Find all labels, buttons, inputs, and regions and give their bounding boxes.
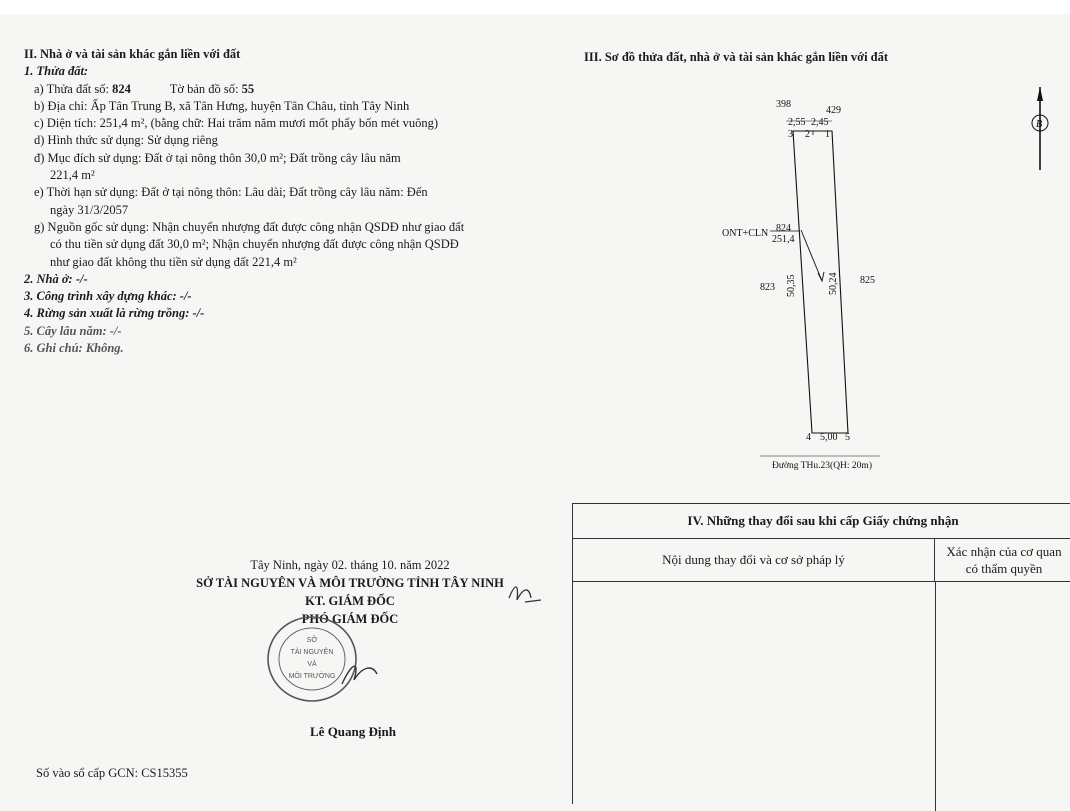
column-authority-line-2: có thẩm quyền <box>965 561 1043 576</box>
edge-top-left: 2,55 <box>788 117 806 128</box>
stamp-line-2: TÀI NGUYÊN <box>290 649 334 656</box>
origin-line-2: có thu tiền sử dụng đất 30,0 m²; Nhận chuyển nhượng đất được công nhận QSDĐ <box>50 237 459 252</box>
parcel-number: 824 <box>776 223 791 234</box>
neighbor-825: 825 <box>860 275 875 286</box>
edge-bottom-length: 5,00 <box>820 432 838 443</box>
gcn-number: Số vào sổ cấp GCN: CS15355 <box>36 766 188 780</box>
stamp-line-4: MÔI TRƯỜNG <box>288 673 336 680</box>
usage-purpose-line: đ) Mục đích sử dụng: Đất ở tại nông thôn 30,0 m²; Đất trồng cây lâu năm <box>34 150 401 165</box>
initials-mark <box>505 578 545 608</box>
column-authority-line-1: Xác nhận của cơ quan <box>946 544 1062 559</box>
parcel-number-label: a) Thửa đất số: <box>34 81 109 96</box>
address-line: b) Địa chỉ: Ấp Tân Trung B, xã Tân Hưng, huyện Tân Châu, tỉnh Tây Ninh <box>34 98 410 113</box>
signer-role: PHÓ GIÁM ĐỐC <box>301 612 399 626</box>
edge-left-length: 50,35 <box>786 274 797 297</box>
area-line: c) Diện tích: 251,4 m², (bằng chữ: Hai trăm năm mươi mốt phẩy bốn mét vuông) <box>34 116 439 131</box>
issuing-agency: SỞ TÀI NGUYÊN VÀ MÔI TRƯỜNG TỈNH TÂY NINH <box>196 576 504 590</box>
changes-table <box>572 503 1070 804</box>
parcel-number-line <box>24 81 544 98</box>
north-letter: B <box>1036 119 1043 130</box>
section-header: II. Nhà ở và tài sản khác gắn liền với đất <box>24 47 241 61</box>
land-parcel-title: 1. Thửa đất: <box>24 64 89 79</box>
usage-term-line: e) Thời hạn sử dụng: Đất ở tại nông thôn: Lâu dài; Đất trồng cây lâu năm: Đến <box>34 185 428 200</box>
land-purpose: ONT+CLN <box>722 228 769 239</box>
parcel-area: 251,4 <box>772 234 795 245</box>
column-change-content: Nội dung thay đổi và cơ sở pháp lý <box>573 539 935 581</box>
parcel-number-value: 824 <box>112 81 131 96</box>
point-2: 2 <box>805 129 810 140</box>
notes-line: 6. Ghi chú: Không. <box>24 341 124 356</box>
origin-line-3: như giao đất không thu tiền sử dụng đất 221,4 m² <box>50 254 297 269</box>
map-sheet-value: 55 <box>241 81 255 96</box>
map-sheet-label: Tờ bản đồ số: <box>169 81 239 96</box>
north-arrow-icon <box>1032 87 1048 170</box>
stamp-line-3: VÀ <box>307 661 317 668</box>
edge-top-right: 2,45 <box>811 117 829 128</box>
usage-term-line-2: ngày 31/3/2057 <box>50 202 129 217</box>
point-5: 5 <box>845 432 850 443</box>
handwritten-signature <box>342 666 377 684</box>
column-authority-confirmation <box>936 539 1070 581</box>
stamp-line-1: SỞ <box>306 637 318 644</box>
other-construction-line: 3. Công trình xây dựng khác: -/- <box>24 289 192 304</box>
signer-name: Lê Quang Định <box>310 724 396 739</box>
column-divider <box>935 581 936 811</box>
neighbor-398: 398 <box>776 99 791 110</box>
official-stamp <box>262 612 382 707</box>
sign-date: Tây Ninh, ngày 02. tháng 10. năm 2022 <box>250 558 450 572</box>
parcel-diagram <box>700 85 1060 485</box>
changes-header-row <box>573 539 1070 582</box>
parcel-outline <box>793 131 848 433</box>
origin-line: g) Nguồn gốc sử dụng: Nhận chuyển nhượng đất được công nhận QSDĐ như giao đất <box>34 219 465 234</box>
edge-right-length: 50,24 <box>828 272 839 295</box>
land-info-section <box>24 46 544 357</box>
road-label: Đường THu.23(QH: 20m) <box>772 461 872 471</box>
perennial-trees-line: 5. Cây lâu năm: -/- <box>24 323 122 338</box>
changes-title: IV. Những thay đổi sau khi cấp Giấy chứng nhận <box>573 504 1070 539</box>
point-4: 4 <box>806 432 811 443</box>
planted-forest-line: 4. Rừng sản xuất là rừng trồng: -/- <box>24 306 205 321</box>
diagram-title: III. Sơ đồ thửa đất, nhà ở và tài sản khác gắn liền với đất <box>584 50 889 64</box>
top-margin-band <box>0 0 1070 14</box>
usage-purpose-line-2: 221,4 m² <box>50 168 95 183</box>
signer-kt: KT. GIÁM ĐỐC <box>305 594 395 608</box>
house-line: 2. Nhà ở: -/- <box>24 271 88 286</box>
neighbor-429: 429 <box>826 105 841 116</box>
point-1: 1 <box>825 129 830 140</box>
neighbor-823: 823 <box>760 282 775 293</box>
usage-form-line: d) Hình thức sử dụng: Sử dụng riêng <box>34 133 218 148</box>
point-3: 3 <box>788 129 793 140</box>
